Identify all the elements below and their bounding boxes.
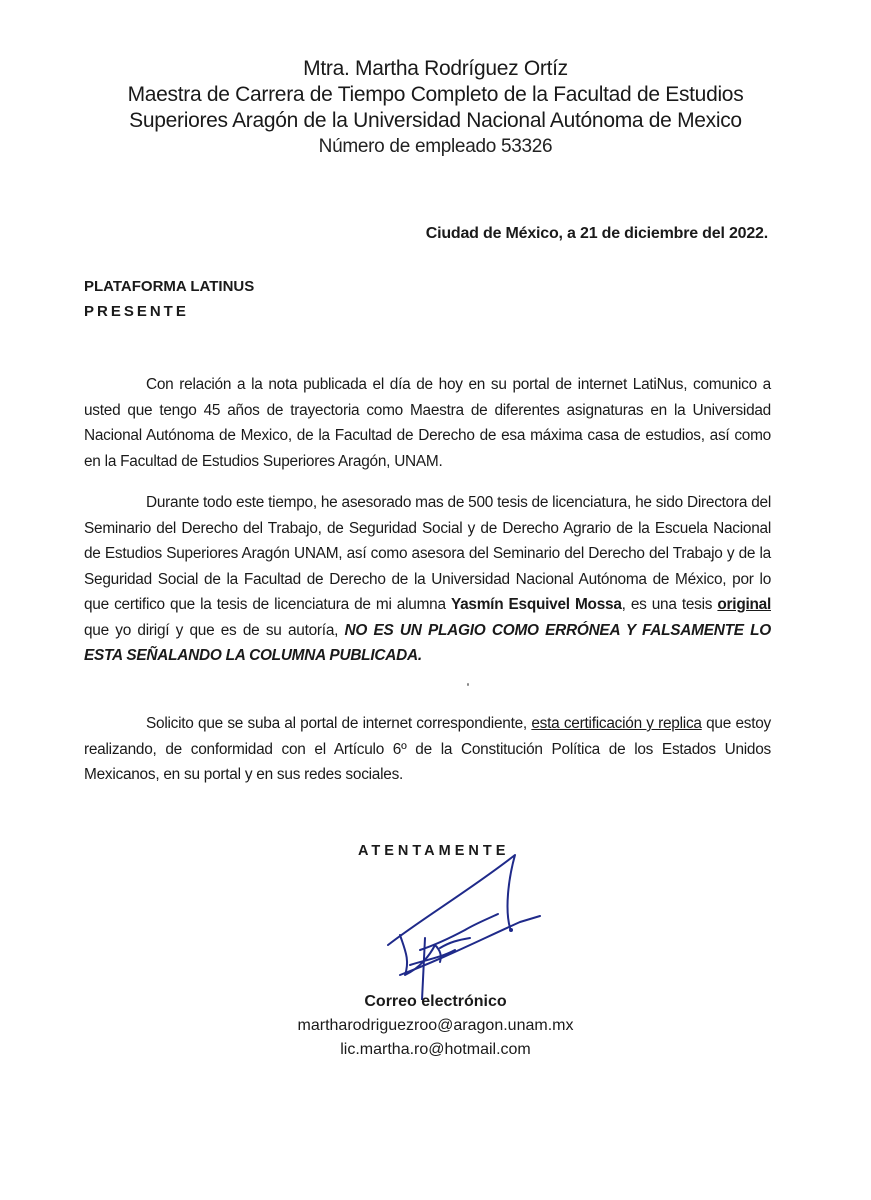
email-2: lic.martha.ro@hotmail.com	[340, 1041, 531, 1058]
signature-stroke	[400, 916, 540, 975]
addressee-block	[84, 274, 254, 324]
paragraph-2	[84, 490, 771, 669]
paragraph-3	[84, 711, 771, 788]
paragraph-2-text-a: Durante todo este tiempo, he asesorado mas de 500 tesis de licenciatura, he sido Directora del Seminario del Derecho del Trabajo, de Seguridad Social y de Derecho Agrario de la Escuela Nacional de Estudios Superiores Aragón UNAM, así como asesora del Seminario del Derecho del Trabajo y de la Seguridad Social de la Facultad de Derecho de la Universidad Nacional Autónoma de México, por lo que certifico que la tesis de licenciatura de mi alumna	[84, 494, 771, 613]
author-position-line-2: Superiores Aragón de la Universidad Nacional Autónoma de Mexico	[129, 109, 742, 132]
paragraph-3-text-a: Solicito que se suba al portal de internet correspondiente,	[146, 715, 532, 732]
contact-title: Correo electrónico	[364, 993, 507, 1010]
scan-speck	[467, 683, 469, 686]
contact-block	[0, 990, 871, 1062]
certification-underlined: esta certificación y replica	[531, 715, 702, 732]
paragraph-2-text-b: , es una tesis	[621, 596, 718, 613]
paragraph-2-text-c: que yo dirigí y que es de su autoría,	[84, 621, 345, 639]
plagiarism-denial: NO ES UN PLAGIO COMO ERRÓNEA Y FALSAMENTE LO ESTA SEÑALANDO LA COLUMNA PUBLICADA.	[84, 621, 771, 664]
signature-dot	[509, 928, 513, 932]
student-name: Yasmín Esquivel Mossa	[450, 596, 622, 613]
email-1: martharodriguezroo@aragon.unam.mx	[297, 1017, 574, 1034]
closing-label: ATENTAMENTE	[358, 843, 510, 859]
author-name: Mtra. Martha Rodríguez Ortíz	[303, 57, 568, 80]
handwritten-signature	[380, 850, 550, 1000]
greeting: PRESENTE	[84, 303, 189, 320]
letterhead	[0, 56, 871, 160]
paragraph-1-text: Con relación a la nota publicada el día de hoy en su portal de internet LatiNus, comunico a usted que tengo 45 años de trayectoria como Maestra de diferentes asignaturas en la Universidad Nacional Autónoma de Mexico, de la Facultad de Derecho de esa máxima casa de estudios, así como en la Facultad de Estudios Superiores Aragón, UNAM.	[84, 376, 771, 470]
signature-stroke	[420, 914, 498, 950]
author-position-line-1: Maestra de Carrera de Tiempo Completo de la Facultad de Estudios	[127, 83, 744, 106]
recipient: PLATAFORMA LATINUS	[84, 278, 255, 295]
letter-date: Ciudad de México, a 21 de diciembre del 2022.	[425, 225, 768, 242]
signature-stroke	[400, 935, 441, 975]
original-emphasis: original	[717, 596, 771, 613]
paragraph-3-text-b: que estoy realizando, de conformidad con el Artículo 6º de la Constitución Política de los Estados Unidos Mexicanos, en su portal y en sus redes sociales.	[84, 715, 771, 783]
signature-stroke	[388, 855, 515, 945]
paragraph-1	[84, 372, 771, 474]
employee-number: Número de empleado 53326	[318, 136, 553, 157]
